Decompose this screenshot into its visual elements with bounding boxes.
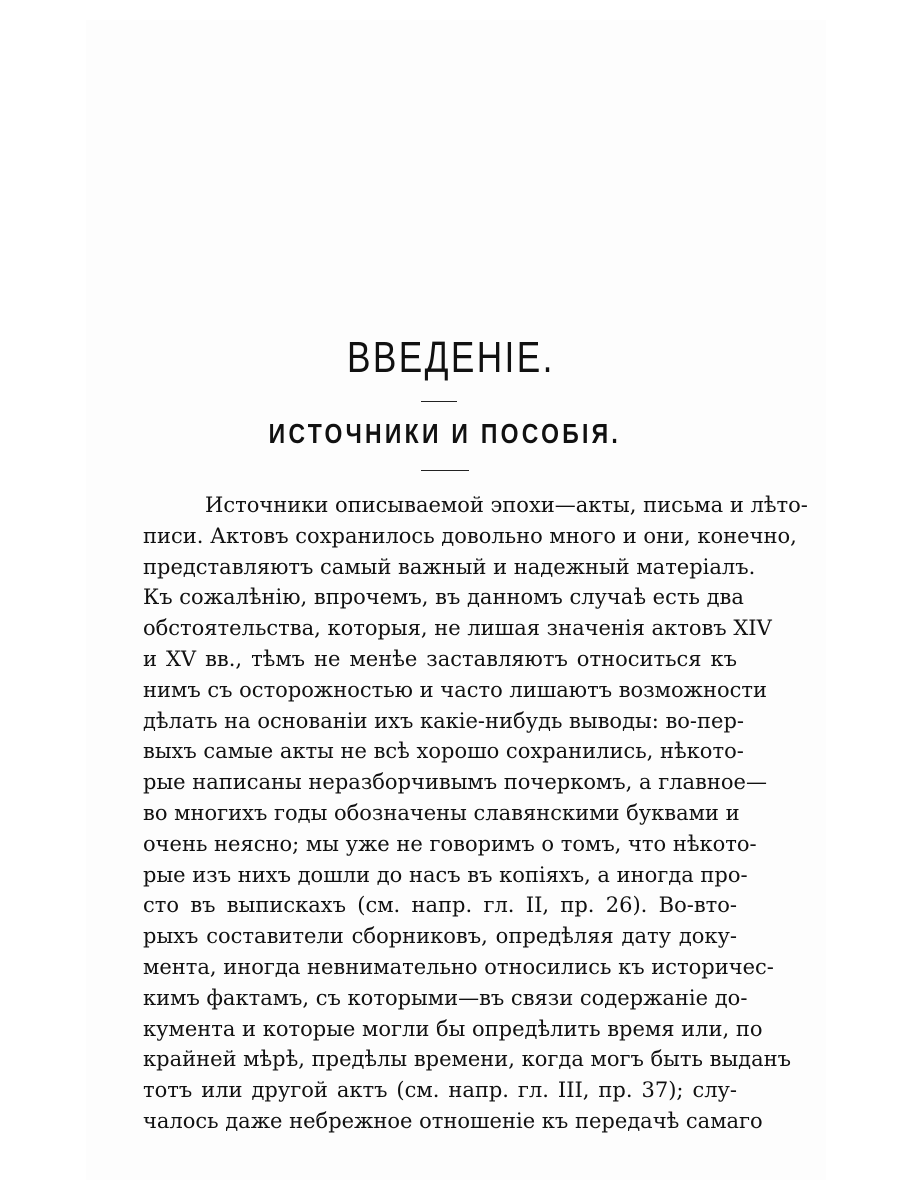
section-subtitle: ИСТОЧНИКИ И ПОСОБІЯ.	[268, 418, 622, 449]
text-line: тотъ или другой актъ (см. напр. гл. III, пр. 37); слу-	[143, 1078, 737, 1103]
body-paragraph	[143, 490, 808, 1137]
text-line: представляютъ самый важный и надежный матеріалъ.	[143, 554, 756, 579]
text-line: сто въ выпискахъ (см. напр. гл. II, пр. 26). Во-вто-	[143, 893, 737, 918]
text-line: Къ сожалѣнію, впрочемъ, въ данномъ случаѣ есть два	[143, 585, 744, 610]
text-line: крайней мѣрѣ, предѣлы времени, когда могъ быть выданъ	[143, 1047, 791, 1072]
text-line: мента, иногда невнимательно относились къ историчес-	[143, 954, 774, 979]
chapter-title: ВВЕДЕНІЕ.	[347, 333, 555, 382]
title-divider	[421, 401, 457, 402]
text-line: во многихъ годы обозначены славянскими буквами и	[143, 800, 740, 825]
section-subtitle-container	[0, 410, 890, 458]
text-line: нимъ съ осторожностью и часто лишаютъ возможности	[143, 677, 767, 702]
text-line: Источники описываемой эпохи—акты, письма и лѣто-	[205, 493, 808, 517]
chapter-title-container	[0, 330, 902, 386]
subtitle-divider	[421, 470, 469, 471]
text-line: очень неясно; мы уже не говоримъ о томъ, что нѣкото-	[143, 831, 757, 856]
text-line: обстоятельства, которыя, не лишая значенія актовъ XIV	[143, 616, 772, 641]
text-line: выхъ самые акты не всѣ хорошо сохранились, нѣкото-	[143, 739, 744, 764]
text-line: кимъ фактамъ, съ которыми—въ связи содержаніе до-	[143, 985, 748, 1010]
text-line: писи. Актовъ сохранилось довольно много и они, конечно,	[143, 523, 797, 548]
text-line: и XV вв., тѣмъ не менѣе заставляютъ относиться къ	[143, 646, 737, 671]
text-line: дѣлать на основаніи ихъ какіе-нибудь выводы: во-пер-	[143, 708, 744, 733]
text-line: чалось даже небрежное отношеніе къ передачѣ самаго	[143, 1108, 763, 1133]
text-line: кумента и которые могли бы опредѣлить время или, по	[143, 1016, 763, 1041]
text-line: рыхъ составители сборниковъ, опредѣляя дату доку-	[143, 924, 737, 949]
text-line: рые написаны неразборчивымъ почеркомъ, а главное—	[143, 770, 767, 795]
text-line: рые изъ нихъ дошли до насъ въ копіяхъ, а иногда про-	[143, 862, 748, 887]
